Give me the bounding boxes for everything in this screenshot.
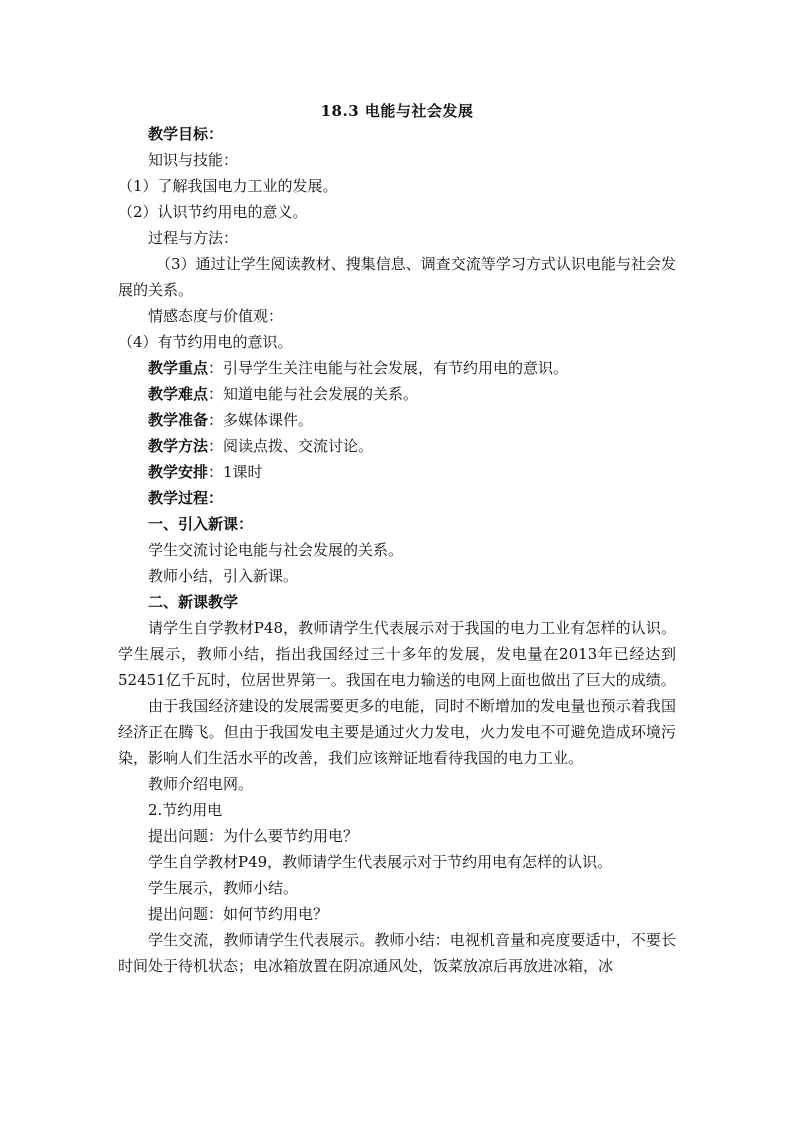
- teaching-prep-line: [118, 407, 676, 433]
- section-1-paragraph-1: 学生交流讨论电能与社会发展的关系。: [148, 541, 404, 559]
- teaching-method-label: 教学方法: [148, 437, 209, 455]
- section-2-paragraph-8: 提出问题：如何节约用电？: [148, 905, 329, 923]
- teaching-difficulty-label: 教学难点: [148, 385, 209, 403]
- process-item-3: （3）通过让学生阅读教材、搜集信息、调查交流等学习方式认识电能与社会发展的关系。: [118, 255, 676, 299]
- section-2-paragraph-5: 提出问题：为什么要节约用电？: [148, 827, 359, 845]
- teaching-key-label: 教学重点: [148, 359, 209, 377]
- section-2-paragraph-2: 由于我国经济建设的发展需要更多的电能，同时不断增加的发电量也预示着我国经济正在腾飞。但由于我国发电主要是通过火力发电，火力发电不可避免造成环境污染，影响人们生活水平的改善，我们应该辩证地看待我国的电力工业。: [118, 697, 676, 767]
- section-2-paragraph-9: 学生交流，教师请学生代表展示。教师小结：电视机音量和亮度要适中，不要长时间处于待机状态；电冰箱放置在阴凉通风处，饭菜放凉后再放进冰箱，冰: [118, 931, 676, 975]
- subsection-heading-saving-electricity: 2.节约用电: [148, 801, 223, 819]
- document-body: [118, 121, 676, 979]
- section-1-heading: 一、引入新课：: [148, 515, 254, 533]
- teaching-schedule-label: 教学安排: [148, 463, 209, 481]
- teaching-schedule-line: [118, 459, 676, 485]
- emotion-heading: 情感态度与价值观：: [148, 307, 284, 325]
- teaching-key-line: [118, 355, 676, 381]
- teaching-schedule-text: ：1课时: [208, 463, 263, 481]
- teaching-method-text: ：阅读点拨、交流讨论。: [208, 437, 374, 455]
- section-2-paragraph-6: 学生自学教材P49，教师请学生代表展示对于节约用电有怎样的认识。: [148, 853, 613, 871]
- section-2-paragraph-7: 学生展示，教师小结。: [148, 879, 299, 897]
- section-2-paragraph-1: 请学生自学教材P48，教师请学生代表展示对于我国的电力工业有怎样的认识。 学生展示，教师小结，指出我国经过三十多年的发展，发电量在2013年已经达到52451亿千瓦时，位居世界第一。我国在电力输送的电网上面也做出了巨大的成绩。: [118, 619, 676, 689]
- knowledge-item-2: （2）认识节约用电的意义。: [118, 203, 308, 221]
- teaching-method-line: [118, 433, 676, 459]
- knowledge-item-1: （1）了解我国电力工业的发展。: [118, 177, 338, 195]
- section-2-heading: 二、新课教学: [148, 593, 239, 611]
- teaching-difficulty-line: [118, 381, 676, 407]
- teaching-prep-text: ：多媒体课件。: [208, 411, 314, 429]
- knowledge-heading: 知识与技能：: [148, 151, 239, 169]
- emotion-item-4: （4）有节约用电的意识。: [118, 333, 293, 351]
- document-title: 18.3 电能与社会发展: [320, 102, 474, 120]
- section-2-paragraph-3: 教师介绍电网。: [148, 775, 254, 793]
- objectives-heading: 教学目标：: [148, 125, 224, 143]
- teaching-difficulty-text: ：知道电能与社会发展的关系。: [208, 385, 419, 403]
- section-1-paragraph-2: 教师小结，引入新课。: [148, 567, 299, 585]
- teaching-prep-label: 教学准备: [148, 411, 209, 429]
- teaching-process-heading: 教学过程：: [148, 489, 224, 507]
- process-heading: 过程与方法：: [148, 229, 239, 247]
- teaching-key-text: ：引导学生关注电能与社会发展，有节约用电的意识。: [208, 359, 569, 377]
